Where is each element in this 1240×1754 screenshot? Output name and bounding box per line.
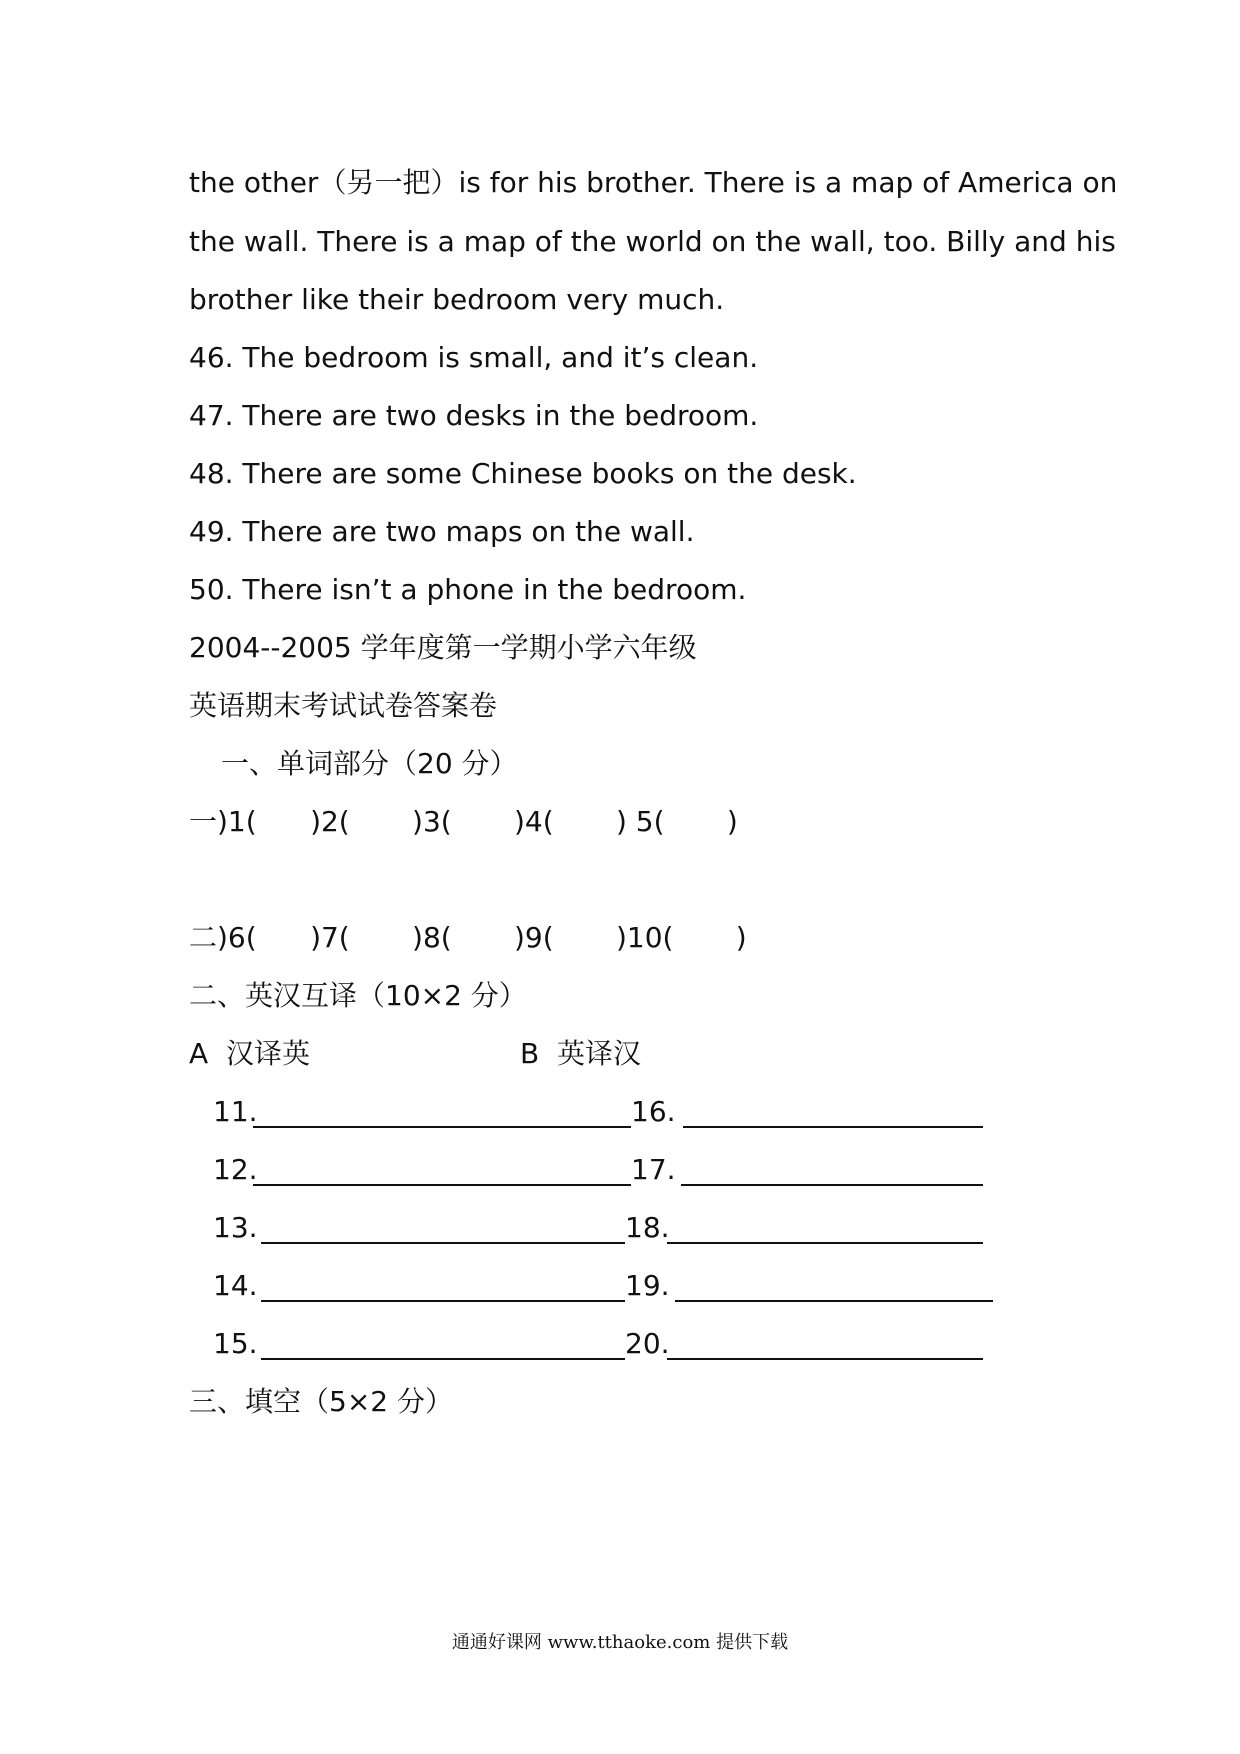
statement-50: 50. There isn’t a phone in the bedroom. xyxy=(189,573,747,606)
statement-48: 48. There are some Chinese books on the desk. xyxy=(189,457,857,490)
translation-row xyxy=(213,1324,1013,1364)
section3-heading: 三、填空（5×2 分） xyxy=(189,1385,453,1418)
translation-row xyxy=(213,1266,1013,1306)
answer-line[interactable] xyxy=(261,1242,625,1244)
answer-line[interactable] xyxy=(675,1300,993,1302)
section2-heading: 二、英汉互译（10×2 分） xyxy=(189,979,527,1012)
question-number: 19. xyxy=(625,1269,670,1302)
translation-row xyxy=(213,1150,1013,1190)
question-number: 16. xyxy=(631,1095,676,1128)
answer-line[interactable] xyxy=(253,1126,631,1128)
section1-answer-row-1: 一)1( )2( )3( )4( ) 5( ) xyxy=(189,805,738,838)
question-number: 14. xyxy=(213,1269,258,1302)
section1-heading: 一、单词部分（20 分） xyxy=(221,747,518,780)
answer-line[interactable] xyxy=(667,1358,983,1360)
question-number: 12. xyxy=(213,1153,258,1186)
translation-row xyxy=(213,1208,1013,1248)
statement-46: 46. The bedroom is small, and it’s clean. xyxy=(189,341,759,374)
passage-line: brother like their bedroom very much. xyxy=(189,283,725,316)
answer-sheet-subtitle: 英语期末考试试卷答案卷 xyxy=(189,689,498,722)
question-number: 11. xyxy=(213,1095,258,1128)
answer-line[interactable] xyxy=(667,1242,983,1244)
answer-line[interactable] xyxy=(681,1184,983,1186)
answer-line[interactable] xyxy=(683,1126,983,1128)
answer-line[interactable] xyxy=(253,1184,631,1186)
passage-line: the other（另一把）is for his brother. There is a map of America on xyxy=(189,166,1118,199)
question-number: 18. xyxy=(625,1211,670,1244)
answer-line[interactable] xyxy=(261,1358,625,1360)
question-number: 15. xyxy=(213,1327,258,1360)
statement-47: 47. There are two desks in the bedroom. xyxy=(189,399,759,432)
answer-line[interactable] xyxy=(261,1300,625,1302)
label-english-to-chinese: B 英译汉 xyxy=(520,1037,642,1070)
translation-row xyxy=(213,1092,1013,1132)
question-number: 20. xyxy=(625,1327,670,1360)
passage-line: the wall. There is a map of the world on the wall, too. Billy and his xyxy=(189,225,1116,258)
section1-answer-row-2: 二)6( )7( )8( )9( )10( ) xyxy=(189,921,747,954)
label-chinese-to-english: A 汉译英 xyxy=(189,1037,310,1070)
answer-sheet-title: 2004--2005 学年度第一学期小学六年级 xyxy=(189,631,697,664)
question-number: 17. xyxy=(631,1153,676,1186)
page-footer: 通通好课网 www.tthaoke.com 提供下载 xyxy=(451,1632,789,1653)
statement-49: 49. There are two maps on the wall. xyxy=(189,515,695,548)
question-number: 13. xyxy=(213,1211,258,1244)
